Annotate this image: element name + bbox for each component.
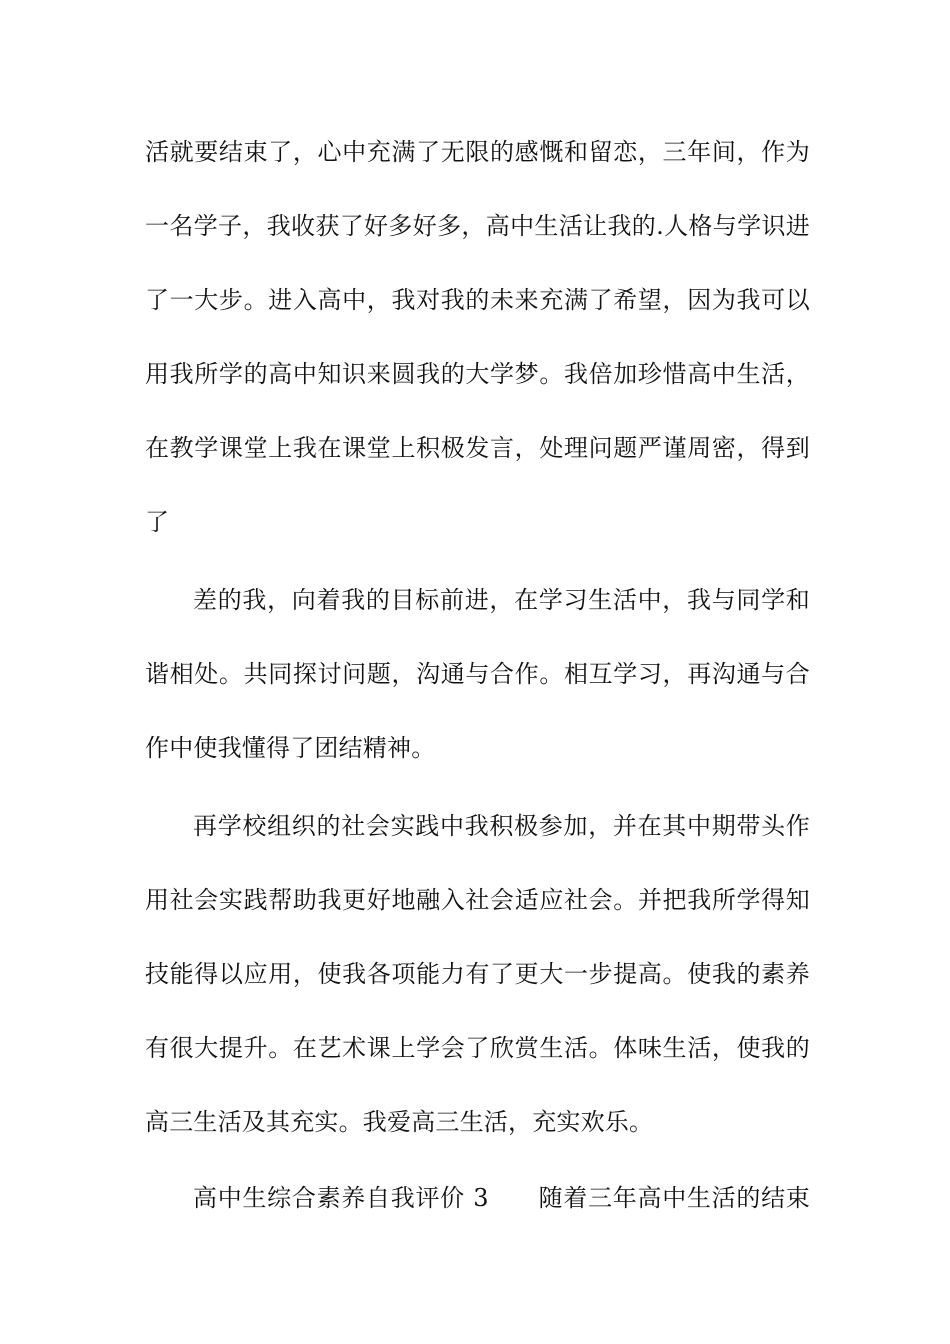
paragraph-line: 了 [145,508,170,536]
paragraph-line: 在教学课堂上我在课堂上积极发言，处理问题严谨周密，得到 [145,434,810,462]
paragraph-line: 了一大步。进入高中，我对我的未来充满了希望，因为我可以 [145,286,810,314]
paragraph-line: 高中生综合素养自我评价 3 随着三年高中生活的结束 [193,1184,810,1212]
paragraph-line: 技能得以应用，使我各项能力有了更大一步提高。使我的素养 [145,960,810,988]
paragraph-line: 用社会实践帮助我更好地融入社会适应社会。并把我所学得知 [145,886,810,914]
paragraph-line: 谐相处。共同探讨问题，沟通与合作。相互学习，再沟通与合 [145,660,810,688]
paragraph-line: 用我所学的高中知识来圆我的大学梦。我倍加珍惜高中生活， [145,360,810,388]
paragraph-line: 一名学子，我收获了好多好多，高中生活让我的.人格与学识进 [145,212,810,240]
paragraph-line: 差的我，向着我的目标前进，在学习生活中，我与同学和 [193,586,810,614]
paragraph-line: 有很大提升。在艺术课上学会了欣赏生活。体味生活，使我的 [145,1034,810,1062]
paragraph-line: 活就要结束了，心中充满了无限的感慨和留恋，三年间，作为 [145,138,810,166]
paragraph-line: 高三生活及其充实。我爱高三生活，充实欢乐。 [145,1108,654,1136]
paragraph-line: 再学校组织的社会实践中我积极参加，并在其中期带头作 [193,812,810,840]
paragraph-line: 作中使我懂得了团结精神。 [145,734,436,762]
